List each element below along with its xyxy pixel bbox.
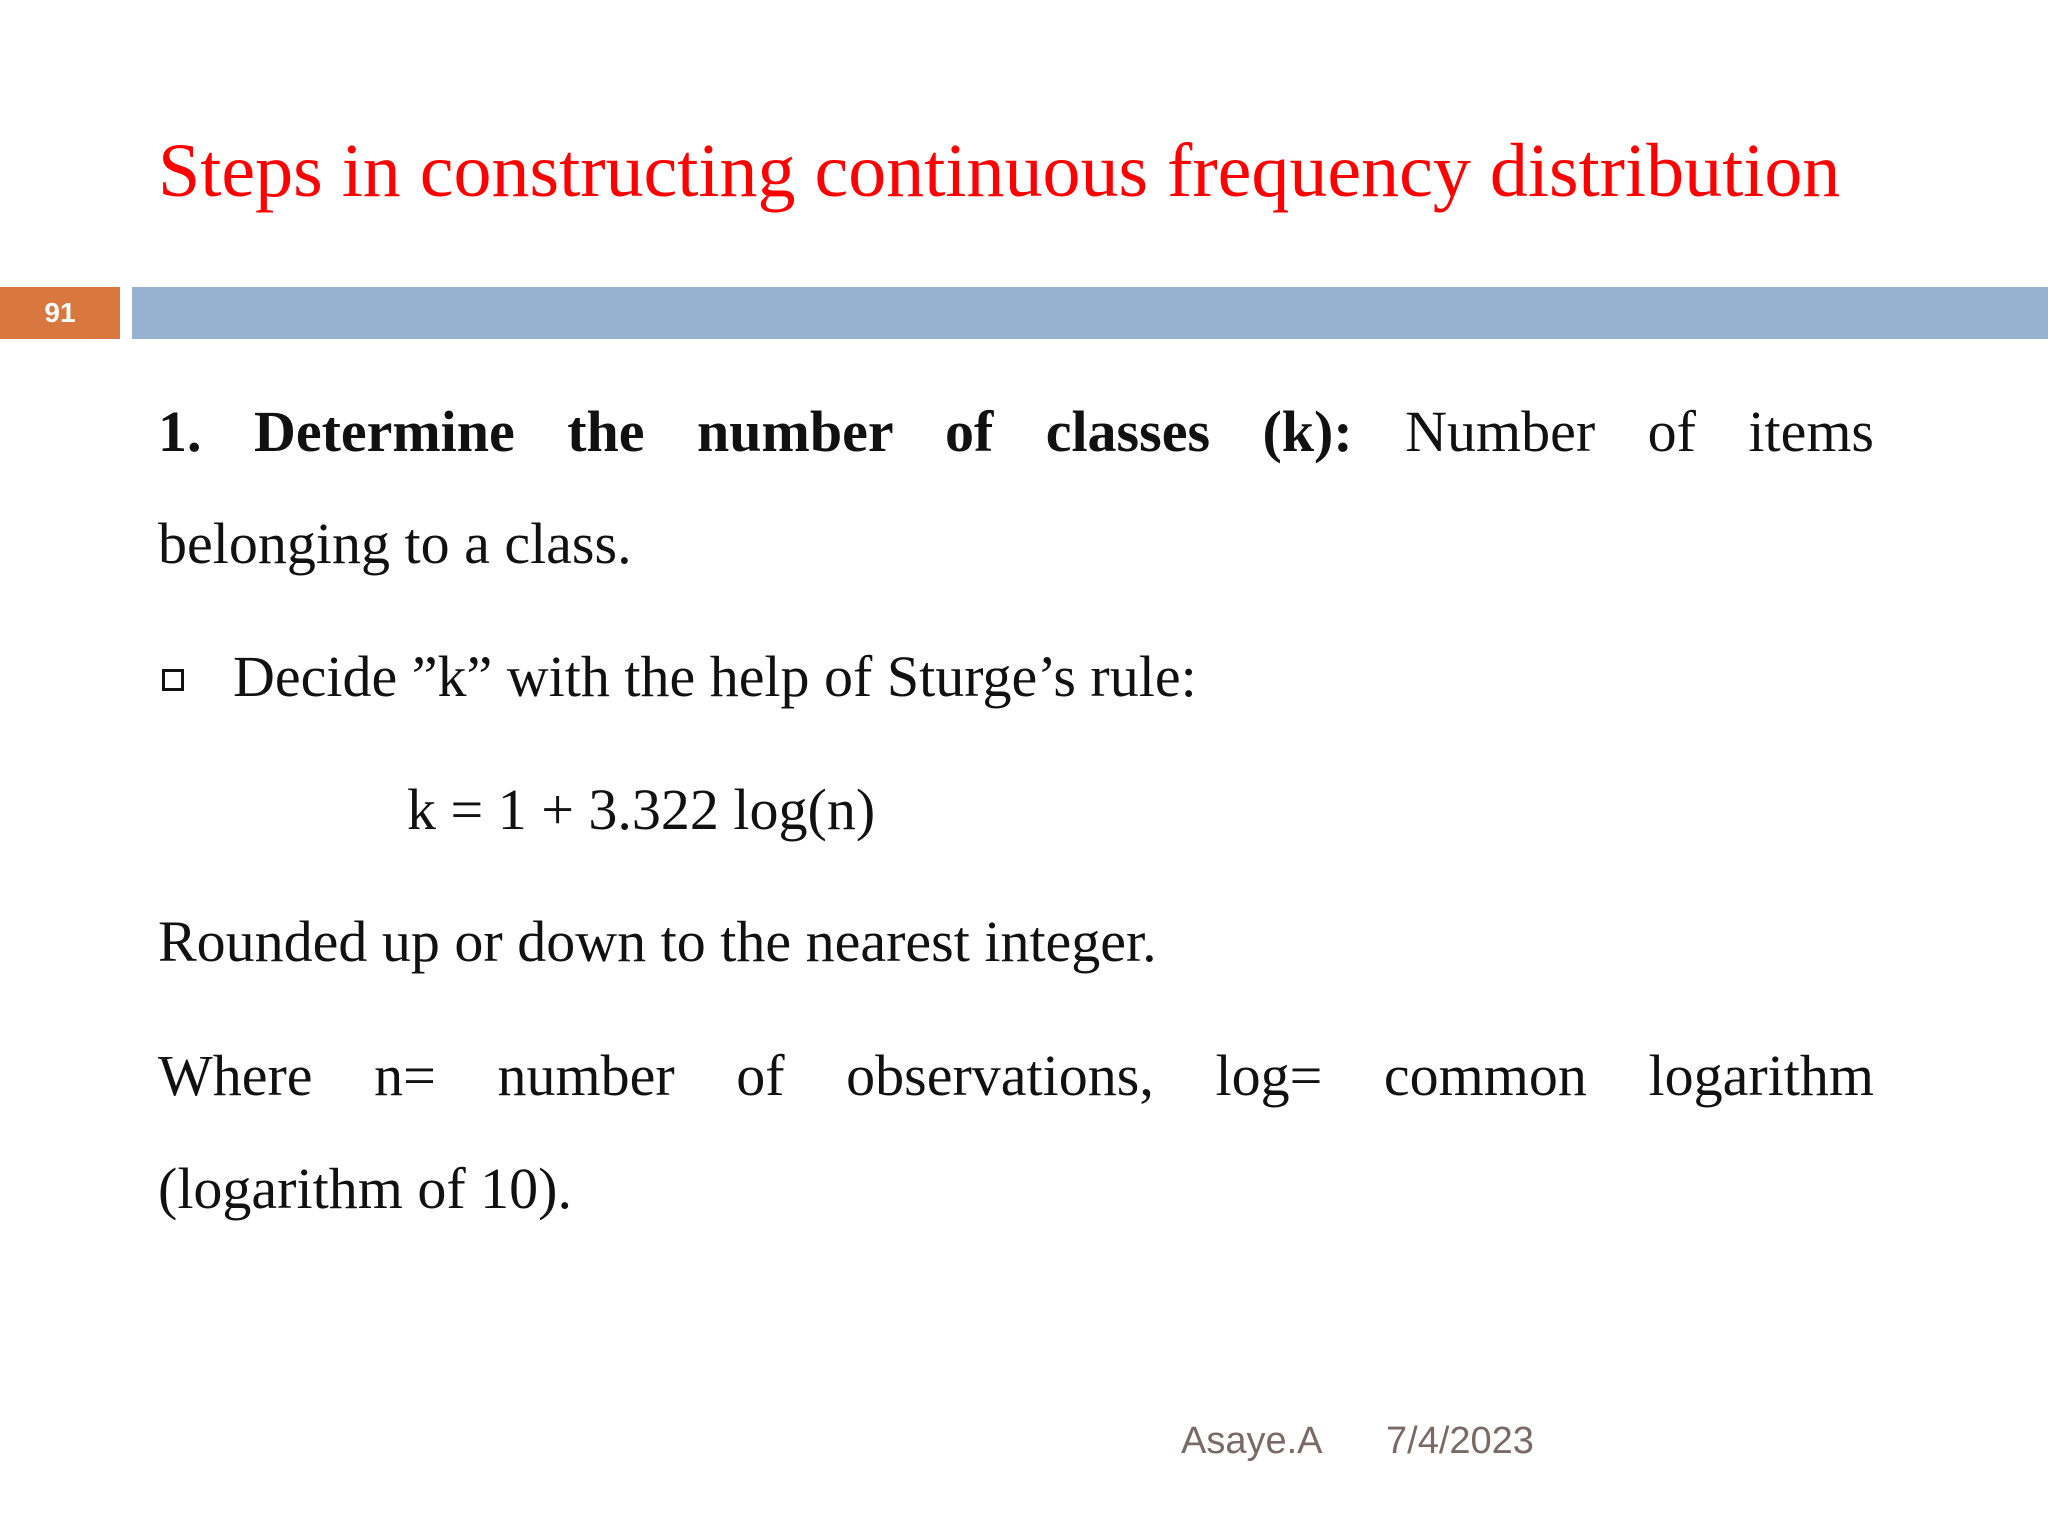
footer-author: Asaye.A — [1181, 1420, 1323, 1462]
bullet-item — [158, 645, 1197, 709]
step1-line2: belonging to a class. — [158, 511, 632, 576]
step1-description: Number of items — [1405, 399, 1874, 464]
slide-number: 91 — [0, 287, 120, 339]
step1-heading: 1. Determine the number of classes (k): — [158, 399, 1353, 464]
square-bullet-icon — [162, 669, 184, 691]
step1-line1 — [158, 400, 1874, 464]
where-line1: Where n= number of observations, log= common logarithm — [158, 1043, 1874, 1108]
sturges-formula: k = 1 + 3.322 log(n) — [407, 777, 876, 842]
footer-date: 7/4/2023 — [1386, 1420, 1534, 1462]
slide-title: Steps in constructing continuous frequency distribution — [158, 129, 1841, 213]
bullet-text: Decide ”k” with the help of Sturge’s rule: — [233, 644, 1197, 709]
header-rule-bar — [132, 287, 2048, 339]
where-line2: (logarithm of 10). — [158, 1156, 572, 1221]
rounding-note: Rounded up or down to the nearest integer. — [158, 909, 1157, 974]
